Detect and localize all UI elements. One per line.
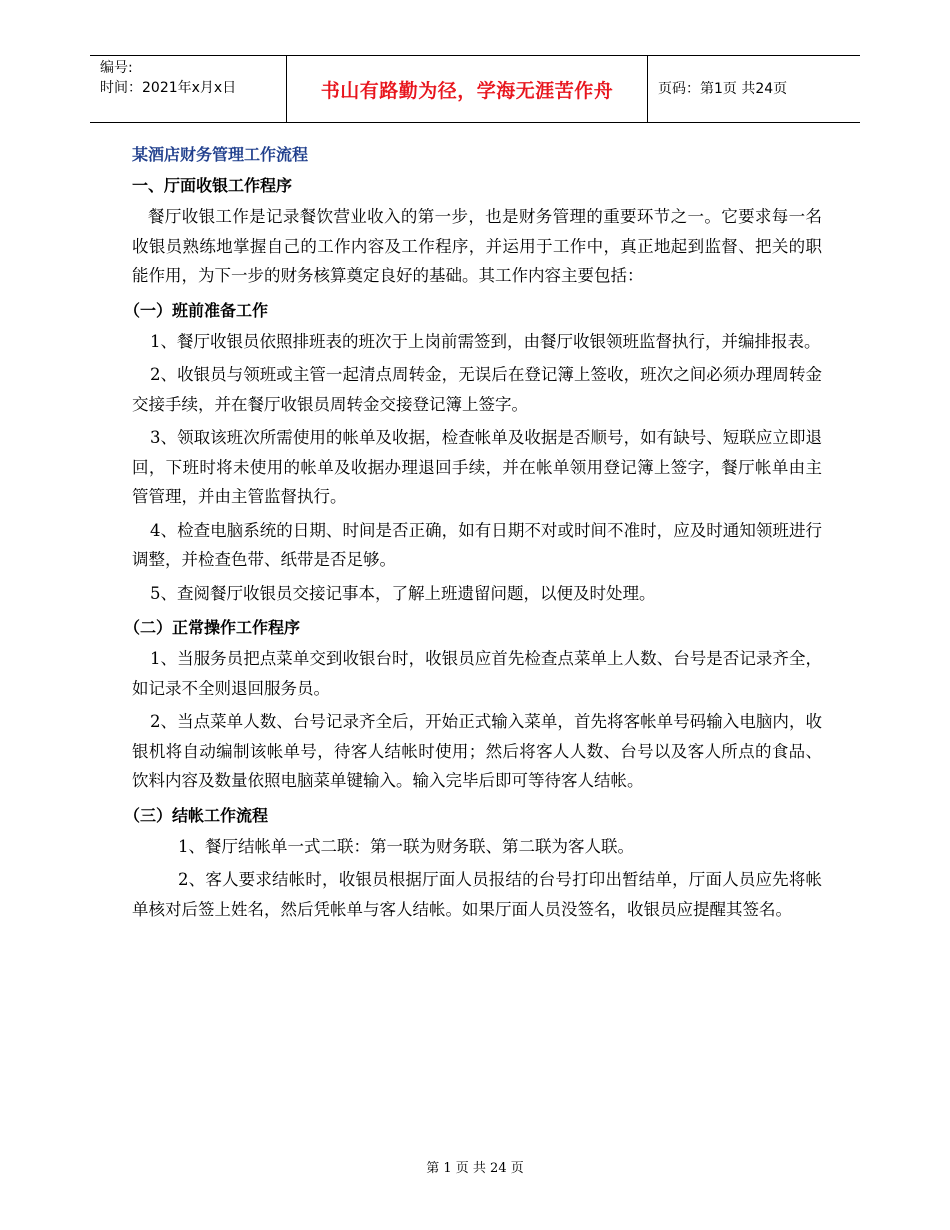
subsection-heading: （三）结帐工作流程 [124, 805, 269, 825]
time-label: 时间：2021年x月x日 [100, 80, 237, 96]
list-item: 1、餐厅结帐单一式二联：第一联为财务联、第二联为客人联。 [178, 836, 634, 856]
number-label: 编号: [100, 60, 133, 76]
header-motto: 书山有路勤为径，学海无涯苦作舟 [320, 80, 614, 102]
list-item: 5、查阅餐厅收银员交接记事本，了解上班遗留问题，以便及时处理。 [150, 583, 656, 603]
list-item: 2、收银员与领班或主管一起清点周转金，无误后在登记簿上签收，班次之间必须办理周转金交接手续，并在餐厅收银员周转金交接登记簿上签字。 [132, 365, 822, 414]
page-footer: 第 1 页 共 24 页 [426, 1161, 524, 1176]
section-heading: 一、厅面收银工作程序 [132, 176, 293, 195]
list-item: 4、检查电脑系统的日期、时间是否正确，如有日期不对或时间不准时，应及时通知领班进行调整，并检查色带、纸带是否足够。 [132, 520, 822, 569]
document-title: 某酒店财务管理工作流程 [132, 145, 309, 164]
document-body [124, 140, 822, 928]
list-item: 3、领取该班次所需使用的帐单及收据，检查帐单及收据是否顺号，如有缺号、短联应立即退回，下班时将未使用的帐单及收据办理退回手续，并在帐单领用登记簿上签字，餐厅帐单由主管管理，并由主管监督执行。 [132, 428, 822, 506]
list-item: 2、当点菜单人数、台号记录齐全后，开始正式输入菜单，首先将客帐单号码输入电脑内，收银机将自动编制该帐单号，待客人结帐时使用；然后将客人人数、台号以及客人所点的食品、饮料内容及数量依照电脑菜单键输入。输入完毕后即可等待客人结帐。 [132, 712, 822, 790]
list-item: 1、当服务员把点菜单交到收银台时，收银员应首先检查点菜单上人数、台号是否记录齐全，如记录不全则退回服务员。 [132, 649, 822, 698]
header-divider [647, 56, 648, 122]
intro-paragraph: 餐厅收银工作是记录餐饮营业收入的第一步，也是财务管理的重要环节之一。它要求每一名收银员熟练地掌握自己的工作内容及工作程序，并运用于工作中，真正地起到监督、把关的职能作用，为下一步的财务核算奠定良好的基础。其工作内容主要包括： [132, 207, 822, 285]
subsection-heading: （二）正常操作工作程序 [124, 618, 301, 637]
list-item: 1、餐厅收银员依照排班表的班次于上岗前需签到，由餐厅收银领班监督执行，并编排报表。 [150, 331, 821, 351]
header-meta [100, 58, 236, 98]
page-header [90, 55, 860, 123]
subsection-heading: （一）班前准备工作 [124, 300, 269, 320]
list-item: 2、客人要求结帐时，收银员根据厅面人员报结的台号打印出暂结单，厅面人员应先将帐单核对后签上姓名，然后凭帐单与客人结帐。如果厅面人员没签名，收银员应提醒其签名。 [132, 870, 822, 919]
header-page-info: 页码：第1页 共24页 [658, 81, 788, 97]
